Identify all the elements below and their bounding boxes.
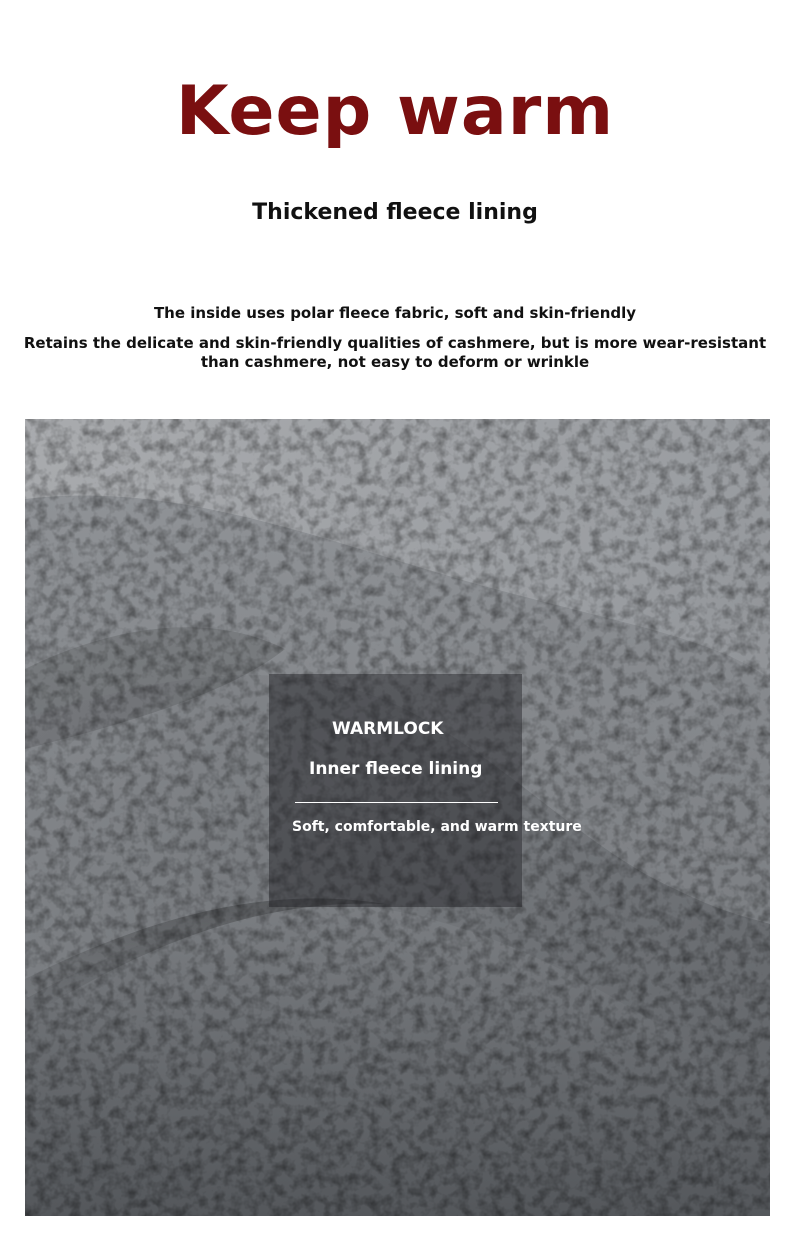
feature-card (269, 674, 582, 907)
card-caption: Soft, comfortable, and warm texture (292, 819, 582, 835)
description-line-2: Retains the delicate and skin-friendly qualities of cashmere, but is more wear-resistant than cashmere, not easy to deform or wrinkle (23, 334, 767, 371)
headline: Keep warm (175, 72, 615, 151)
card-brand-label: WARMLOCK (332, 719, 444, 739)
card-divider (295, 802, 498, 803)
subheadline: Thickened fleece lining (252, 200, 538, 225)
fleece-fabric-photo (25, 419, 770, 1216)
card-title: Inner fleece lining (309, 759, 483, 779)
description-line-1: The inside uses polar fleece fabric, soft and skin-friendly (153, 304, 637, 322)
